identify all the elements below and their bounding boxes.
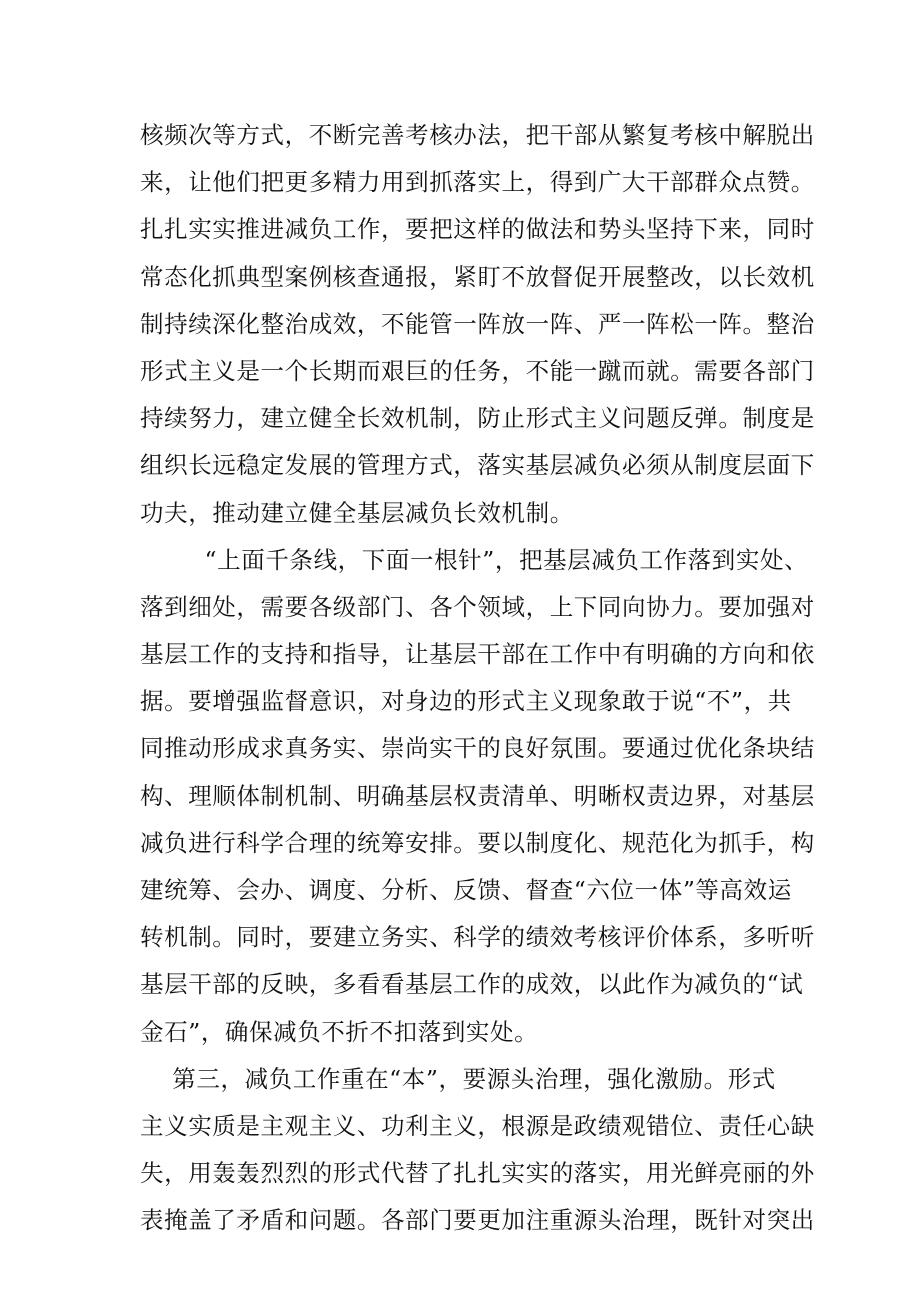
text-line: 形式主义是一个长期而艰巨的任务，不能一蹴而就。需要各部门 [140,356,815,385]
text-line: 金石”，确保减负不折不扣落到实处。 [140,1017,539,1046]
text-line: “上面千条线，下面一根针”，把基层减负工作落到实处、 [140,545,809,574]
text-line: 主义实质是主观主义、功利主义，根源是政绩观错位、责任心缺 [140,1111,815,1140]
text-line: 转机制。同时，要建立务实、科学的绩效考核评价体系，多听听 [140,923,815,952]
text-line: 构、理顺体制机制、明确基层权责清单、明晰权责边界，对基层 [140,781,815,810]
text-line: 减负进行科学合理的统筹安排。要以制度化、规范化为抓手，构 [140,828,815,857]
text-line: 据。要增强监督意识，对身边的形式主义现象敢于说“不”，共 [140,687,792,716]
text-line: 组织长远稳定发展的管理方式，落实基层减负必须从制度层面下 [140,451,815,480]
text-line: 扎扎实实推进减负工作，要把这样的做法和势头坚持下来，同时 [140,215,815,244]
body-text [140,112,815,1245]
text-line: 落到细处，需要各级部门、各个领域，上下同向协力。要加强对 [140,592,815,621]
text-line: 常态化抓典型案例核查通报，紧盯不放督促开展整改，以长效机 [140,262,815,291]
text-line: 失，用轰轰烈烈的形式代替了扎扎实实的落实，用光鲜亮丽的外 [140,1159,815,1188]
text-line: 表掩盖了矛盾和问题。各部门要更加注重源头治理，既针对突出 [140,1206,815,1235]
text-line: 第三，减负工作重在“本”，要源头治理，强化激励。形式 [140,1064,776,1093]
text-line: 同推动形成求真务实、崇尚实干的良好氛围。要通过优化条块结 [140,734,815,763]
text-line: 核频次等方式，不断完善考核办法，把干部从繁复考核中解脱出 [140,121,815,149]
text-line: 建统筹、会办、调度、分析、反馈、督查“六位一体”等高效运 [140,876,792,904]
text-line: 制持续深化整治成效，不能管一阵放一阵、严一阵松一阵。整治 [140,309,815,338]
text-line: 基层工作的支持和指导，让基层干部在工作中有明确的方向和依 [140,640,815,669]
text-line: 持续努力，建立健全长效机制，防止形式主义问题反弹。制度是 [140,404,815,433]
text-line: 来，让他们把更多精力用到抓落实上，得到广大干部群众点赞。 [140,168,815,197]
text-line: 功夫，推动建立健全基层减负长效机制。 [140,498,574,527]
text-line: 基层干部的反映，多看看基层工作的成效，以此作为减负的“试 [140,970,804,999]
